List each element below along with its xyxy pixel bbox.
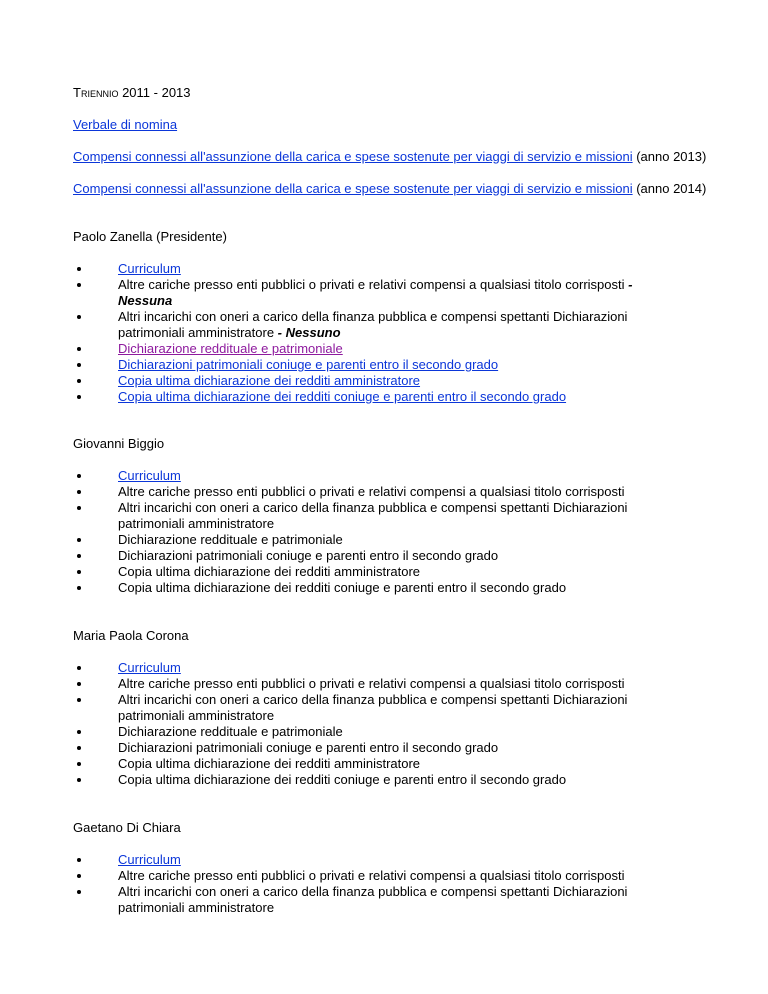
- person-items-list: [73, 852, 673, 916]
- person-items-list: [73, 660, 673, 788]
- bullet-icon: [77, 347, 81, 351]
- list-item: Altre cariche presso enti pubblici o privati e relativi compensi a qualsiasi titolo corrisposti: [73, 484, 673, 500]
- list-item: Altre cariche presso enti pubblici o privati e relativi compensi a qualsiasi titolo corrisposti: [73, 676, 673, 692]
- bullet-icon: [77, 267, 81, 271]
- list-item: Dichiarazioni patrimoniali coniuge e parenti entro il secondo grado: [73, 740, 673, 756]
- curriculum-link[interactable]: Curriculum: [118, 852, 181, 867]
- list-item: [73, 389, 673, 405]
- bullet-icon: [77, 490, 81, 494]
- list-item: Altri incarichi con oneri a carico della finanza pubblica e compensi spettanti Dichiarazioni patrimoniali amministratore - Nessuno: [73, 309, 673, 341]
- bullet-icon: [77, 666, 81, 670]
- compensi-2014-year: (anno 2014): [632, 181, 707, 196]
- person-name: Paolo Zanella (Presidente): [73, 229, 227, 244]
- list-item: Dichiarazione reddituale e patrimoniale: [73, 532, 673, 548]
- compensi-2014-link[interactable]: Compensi connessi all'assunzione della carica e spese sostenute per viaggi di servizio e missioni: [73, 181, 633, 196]
- none-label: Nessuna: [118, 293, 173, 308]
- dichiarazioni-coniuge-link[interactable]: Dichiarazioni patrimoniali coniuge e parenti entro il secondo grado: [118, 357, 499, 372]
- bullet-icon: [77, 890, 81, 894]
- bullet-icon: [77, 586, 81, 590]
- list-item: Copia ultima dichiarazione dei redditi amministratore: [73, 564, 673, 580]
- bullet-icon: [77, 474, 81, 478]
- list-item: Dichiarazioni patrimoniali coniuge e parenti entro il secondo grado: [73, 548, 673, 564]
- bullet-icon: [77, 570, 81, 574]
- bullet-icon: [77, 554, 81, 558]
- person-items-list: [73, 468, 673, 596]
- compensi-2013-link[interactable]: Compensi connessi all'assunzione della carica e spese sostenute per viaggi di servizio e missioni: [73, 149, 633, 164]
- bullet-icon: [77, 730, 81, 734]
- verbale-nomina-row: [73, 117, 177, 133]
- bullet-icon: [77, 363, 81, 367]
- bullet-icon: [77, 698, 81, 702]
- verbale-nomina-link[interactable]: Verbale di nomina: [73, 117, 178, 132]
- list-item: Altri incarichi con oneri a carico della finanza pubblica e compensi spettanti Dichiarazioni patrimoniali amministratore: [73, 500, 673, 532]
- bullet-icon: [77, 315, 81, 319]
- bullet-icon: [77, 506, 81, 510]
- list-item: Altri incarichi con oneri a carico della finanza pubblica e compensi spettanti Dichiarazioni patrimoniali amministratore: [73, 692, 673, 724]
- list-item: [73, 468, 673, 484]
- bullet-icon: [77, 874, 81, 878]
- triennio-heading: [73, 85, 191, 101]
- list-item: Copia ultima dichiarazione dei redditi coniuge e parenti entro il secondo grado: [73, 772, 673, 788]
- curriculum-link[interactable]: Curriculum: [118, 468, 181, 483]
- bullet-icon: [77, 746, 81, 750]
- triennio-label: Triennio: [73, 85, 119, 100]
- list-item: Altri incarichi con oneri a carico della finanza pubblica e compensi spettanti Dichiarazioni patrimoniali amministratore: [73, 884, 673, 916]
- copia-dichiarazione-amministratore-link[interactable]: Copia ultima dichiarazione dei redditi amministratore: [118, 373, 421, 388]
- list-item: Copia ultima dichiarazione dei redditi coniuge e parenti entro il secondo grado: [73, 580, 673, 596]
- list-item: Altre cariche presso enti pubblici o privati e relativi compensi a qualsiasi titolo corrisposti: [73, 868, 673, 884]
- person-name: Maria Paola Corona: [73, 628, 189, 643]
- person-items-list: [73, 261, 673, 405]
- list-item: [73, 373, 673, 389]
- list-item: [73, 261, 673, 277]
- curriculum-link[interactable]: Curriculum: [118, 261, 181, 276]
- copia-dichiarazione-coniuge-link[interactable]: Copia ultima dichiarazione dei redditi coniuge e parenti entro il secondo grado: [118, 389, 567, 404]
- list-item: [73, 341, 673, 357]
- person-name: Giovanni Biggio: [73, 436, 165, 451]
- none-label: Nessuno: [285, 325, 341, 340]
- curriculum-link[interactable]: Curriculum: [118, 660, 181, 675]
- list-item: [73, 357, 673, 373]
- bullet-icon: [77, 682, 81, 686]
- bullet-icon: [77, 778, 81, 782]
- bullet-icon: [77, 538, 81, 542]
- list-item: [73, 660, 673, 676]
- dichiarazione-reddituale-link[interactable]: Dichiarazione reddituale e patrimoniale: [118, 341, 343, 356]
- bullet-icon: [77, 858, 81, 862]
- list-item: [73, 852, 673, 868]
- compensi-2013-year: (anno 2013): [632, 149, 707, 164]
- list-item: Dichiarazione reddituale e patrimoniale: [73, 724, 673, 740]
- person-name: Gaetano Di Chiara: [73, 820, 181, 835]
- bullet-icon: [77, 379, 81, 383]
- list-item: Altre cariche presso enti pubblici o privati e relativi compensi a qualsiasi titolo corrisposti - Nessuna: [73, 277, 673, 309]
- bullet-icon: [77, 762, 81, 766]
- bullet-icon: [77, 283, 81, 287]
- bullet-icon: [77, 395, 81, 399]
- list-item: Copia ultima dichiarazione dei redditi amministratore: [73, 756, 673, 772]
- triennio-years: 2011 - 2013: [122, 85, 191, 100]
- compensi-2014-row: [73, 181, 706, 197]
- compensi-2013-row: [73, 149, 706, 165]
